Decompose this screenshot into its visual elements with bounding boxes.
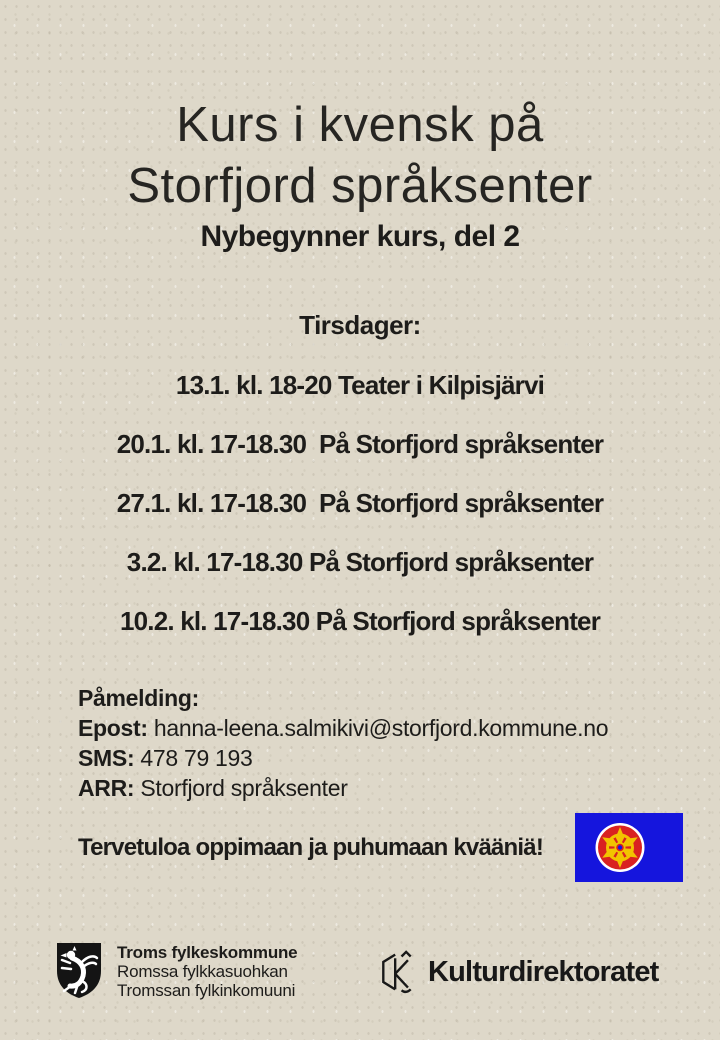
poster-title-line1: Kurs i kvensk på — [176, 97, 544, 152]
schedule-heading: Tirsdager: — [299, 310, 421, 340]
kven-flag-image — [575, 813, 683, 882]
signup-block — [78, 683, 608, 803]
welcome-message: Tervetuloa oppimaan ja puhumaan kvääniä! — [78, 834, 544, 861]
troms-logo-line1: Troms fylkeskommune — [117, 943, 298, 962]
sms-value: 478 79 193 — [134, 745, 253, 771]
troms-logo-line3: Tromssan fylkinkomuuni — [117, 981, 296, 1000]
troms-fylkeskommune-logo — [55, 941, 297, 1000]
signup-heading: Påmelding: — [78, 685, 199, 711]
signup-email-row — [78, 713, 608, 743]
schedule-item: 27.1. kl. 17-18.30 På Storfjord språksenter — [116, 488, 604, 518]
kven-flag-icon — [575, 813, 683, 882]
kulturdirektoratet-label: Kulturdirektoratet — [428, 955, 659, 988]
troms-logo-text — [117, 941, 297, 1000]
poster-title-line2: Storfjord språksenter — [127, 158, 593, 213]
signup-sms-row — [78, 743, 608, 773]
email-value: hanna-leena.salmikivi@storfjord.kommune.no — [147, 715, 609, 741]
email-label: Epost: — [78, 715, 148, 741]
schedule-list — [0, 370, 720, 665]
troms-coat-of-arms-icon — [55, 941, 103, 999]
schedule-item: 3.2. kl. 17-18.30 På Storfjord språksenter — [126, 547, 594, 577]
troms-logo-line2: Romssa fylkkasuohkan — [117, 962, 288, 981]
schedule-item: 20.1. kl. 17-18.30 På Storfjord språksenter — [116, 429, 604, 459]
sms-label: SMS: — [78, 745, 135, 771]
schedule-item: 10.2. kl. 17-18.30 På Storfjord språksenter — [119, 606, 601, 636]
poster-subtitle: Nybegynner kurs, del 2 — [200, 220, 520, 253]
kulturdirektoratet-logo — [376, 950, 659, 994]
poster-title — [0, 95, 720, 217]
schedule-item: 13.1. kl. 18-20 Teater i Kilpisjärvi — [175, 370, 545, 400]
kulturdirektoratet-icon — [376, 950, 418, 994]
arr-value: Storfjord språksenter — [134, 775, 348, 801]
arr-label: ARR: — [78, 775, 135, 801]
signup-arr-row — [78, 773, 608, 803]
